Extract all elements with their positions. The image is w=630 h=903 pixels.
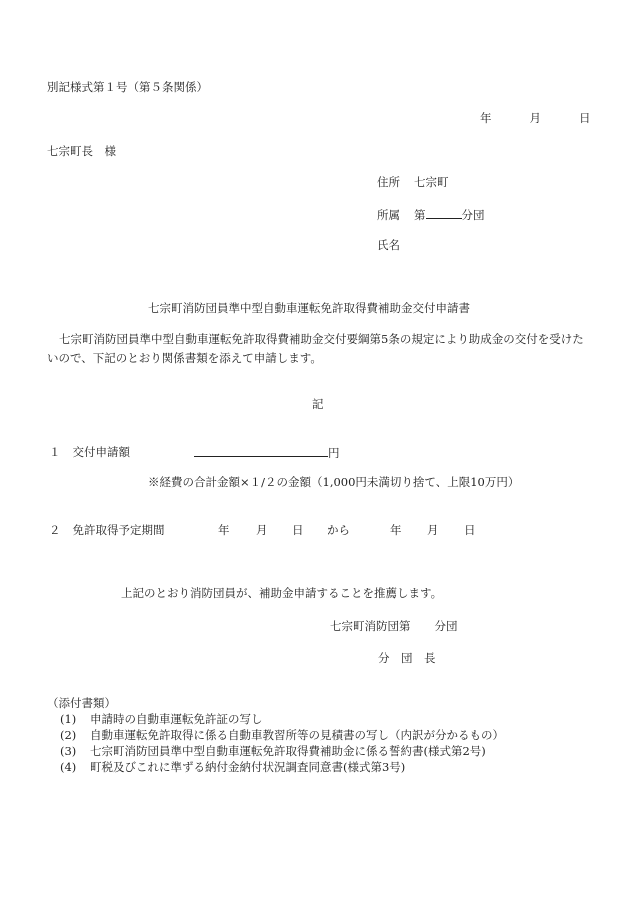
form-label: 別記様式第１号（第５条関係） <box>47 80 208 94</box>
period-start-month: 月 <box>256 523 268 537</box>
item2-number: ２ <box>49 523 61 537</box>
attachment-number: (2) <box>60 728 77 742</box>
period-end-month: 月 <box>427 523 439 537</box>
period-start-year: 年 <box>218 523 230 537</box>
date-year: 年 <box>480 111 492 125</box>
item1-note: ※経費の合計金額×１/２の金額（1,000円未満切り捨て、上限10万円） <box>148 475 520 489</box>
chief-title: 分 団 長 <box>378 651 436 665</box>
addressee: 七宗町長 様 <box>47 144 116 158</box>
attachment-number: (1) <box>60 712 77 726</box>
date-month: 月 <box>529 111 541 125</box>
item2-label: 免許取得予定期間 <box>72 523 165 537</box>
applicant-affiliation <box>377 206 485 224</box>
applicant-name <box>377 237 400 254</box>
attachment-text: 町税及びこれに準ずる納付金納付状況調査同意書(様式第3号) <box>90 760 406 774</box>
period-start-day: 日 <box>292 523 304 537</box>
affiliation-prefix: 第 <box>414 208 426 222</box>
attachment-text: 申請時の自動車運転免許証の写し <box>90 712 263 726</box>
document-title: 七宗町消防団員準中型自動車運転免許取得費補助金交付申請書 <box>148 301 470 315</box>
ki-heading: 記 <box>312 397 324 411</box>
application-body: 七宗町消防団員準中型自動車運転免許取得費補助金交付要綱第5条の規定により助成金の交付を受けたいので、下記のとおり関係書類を添えて申請します。 <box>47 332 584 365</box>
attachment-number: (3) <box>60 744 77 758</box>
item2-row <box>49 522 165 539</box>
item1-row <box>49 444 130 461</box>
affiliation-label: 所属 <box>377 208 400 222</box>
date-day: 日 <box>579 111 591 125</box>
attachments-heading: （添付書類） <box>47 696 116 710</box>
address-label: 住所 <box>377 175 400 189</box>
item1-number: １ <box>49 445 61 459</box>
date-line <box>480 110 591 127</box>
recommendation-org <box>330 618 458 635</box>
period-from: から <box>327 523 350 537</box>
recommendation-text: 上記のとおり消防団員が、補助金申請することを推薦します。 <box>121 586 443 600</box>
affiliation-suffix: 分団 <box>461 208 485 222</box>
amount-unit: 円 <box>328 446 340 460</box>
affiliation-blank <box>426 206 462 219</box>
attachment-text: 七宗町消防団員準中型自動車運転免許取得費補助金に係る誓約書(様式第2号) <box>90 744 486 758</box>
attachment-item <box>60 711 263 728</box>
name-label: 氏名 <box>377 238 400 252</box>
period-end-day: 日 <box>464 523 476 537</box>
applicant-address <box>377 174 449 191</box>
attachment-item <box>60 743 486 760</box>
item1-label: 交付申請額 <box>72 445 130 459</box>
attachment-number: (4) <box>60 760 77 774</box>
attachment-item <box>60 759 405 776</box>
attachment-item <box>60 727 504 744</box>
amount-blank <box>194 444 328 457</box>
org-suffix: 分団 <box>434 619 458 633</box>
org-prefix: 七宗町消防団第 <box>330 619 411 633</box>
address-value: 七宗町 <box>414 175 449 189</box>
item1-amount <box>194 444 340 462</box>
period-end-year: 年 <box>390 523 402 537</box>
attachment-text: 自動車運転免許取得に係る自動車教習所等の見積書の写し（内訳が分かるもの） <box>90 728 504 742</box>
